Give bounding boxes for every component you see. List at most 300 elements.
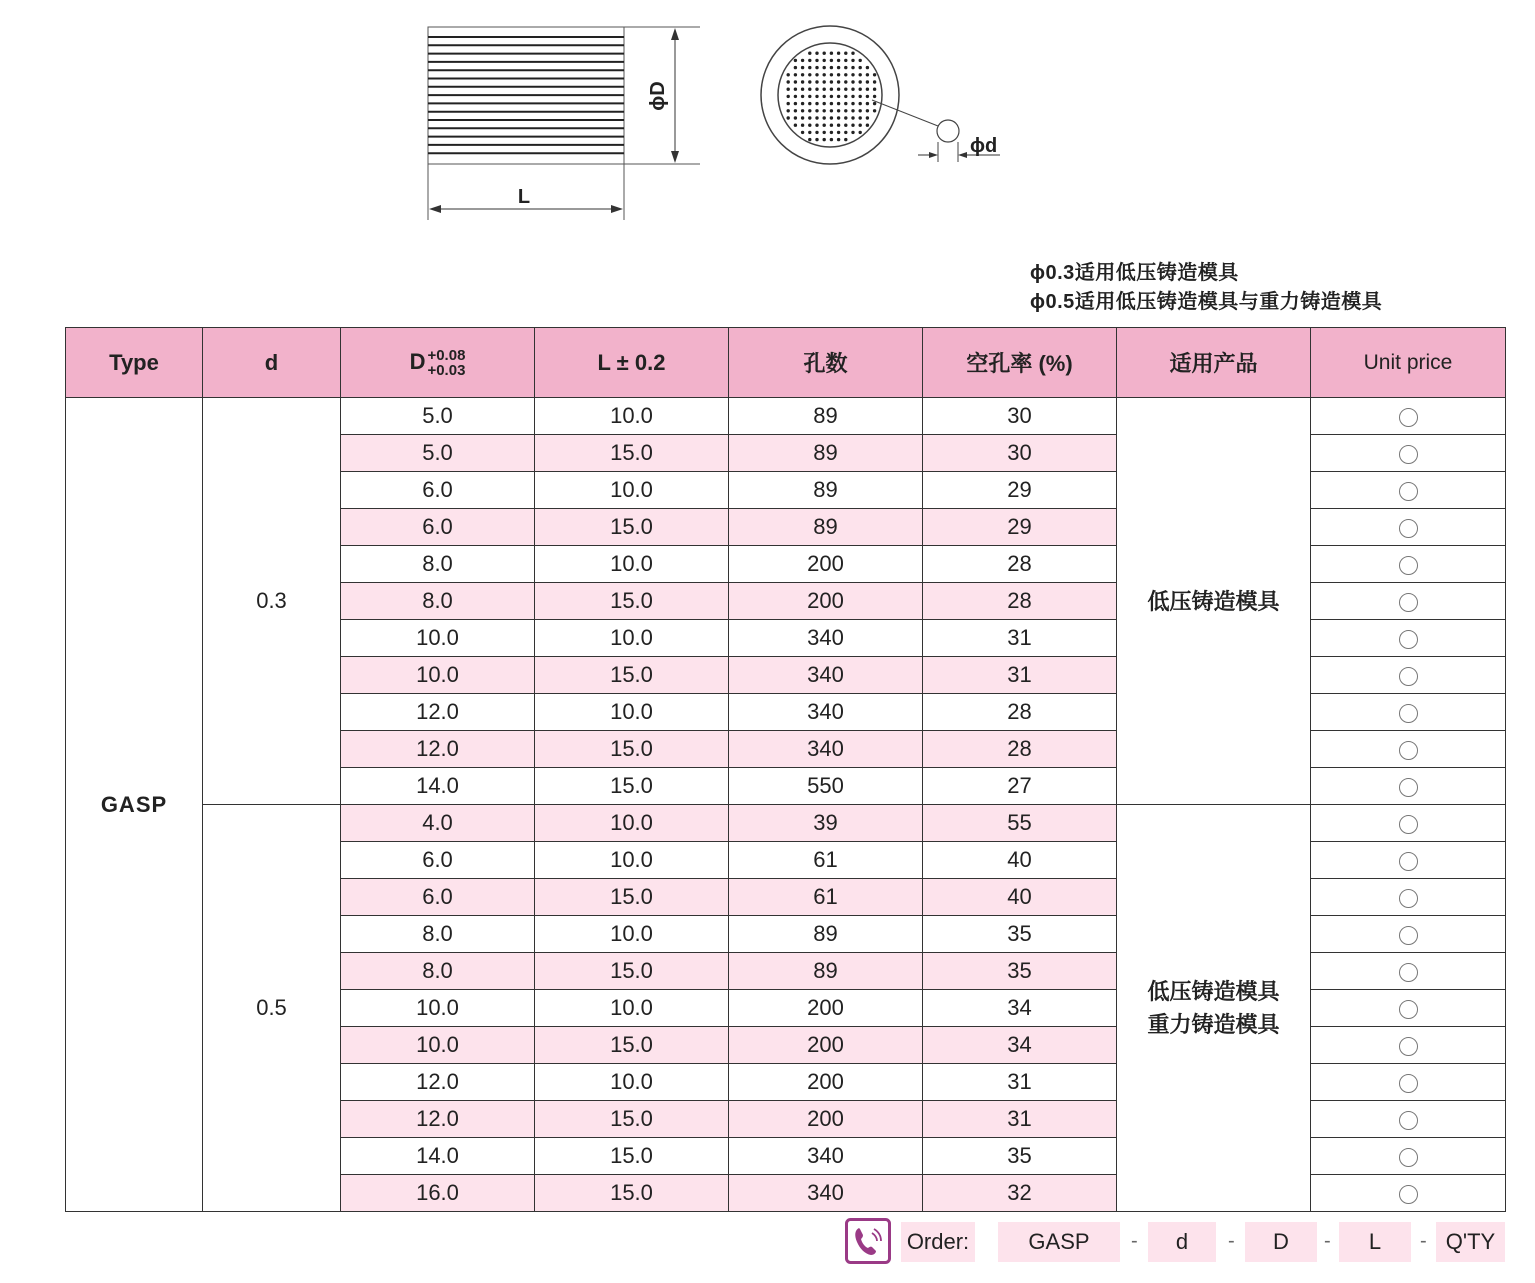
cell-D: 5.0 (341, 398, 535, 435)
cell-holes: 340 (729, 731, 923, 768)
cell-holes: 200 (729, 990, 923, 1027)
circle-icon (1399, 1000, 1418, 1019)
header-porosity: 空孔率 (%) (923, 328, 1117, 398)
hole-dot (823, 131, 826, 134)
hole-dot (844, 95, 847, 98)
hole-dot (859, 66, 862, 69)
order-separator: - (1131, 1230, 1138, 1252)
hole-dot (830, 88, 833, 91)
product-cell (1117, 398, 1311, 805)
hole-dot (844, 138, 847, 141)
hole-dot (844, 109, 847, 112)
hole-dot (866, 102, 869, 105)
hole-dot (859, 116, 862, 119)
unit-price-cell (1311, 842, 1506, 879)
hole-dot (844, 80, 847, 83)
cell-L: 15.0 (535, 657, 729, 694)
hole-dot (866, 95, 869, 98)
hole-dot (837, 88, 840, 91)
unit-price-cell (1311, 1064, 1506, 1101)
order-separator: - (1420, 1230, 1427, 1252)
hole-dot (808, 73, 811, 76)
hole-dot (859, 102, 862, 105)
cell-D: 14.0 (341, 768, 535, 805)
unit-price-cell (1311, 1138, 1506, 1175)
cell-D: 12.0 (341, 1101, 535, 1138)
cell-D: 12.0 (341, 731, 535, 768)
hole-dot (808, 138, 811, 141)
hole-dot (787, 95, 790, 98)
header-price: Unit price (1311, 328, 1506, 398)
hole-dot (837, 109, 840, 112)
circle-icon (1399, 667, 1418, 686)
hole-dot (808, 59, 811, 62)
circle-icon (1399, 1148, 1418, 1167)
cell-holes: 89 (729, 509, 923, 546)
cell-porosity: 31 (923, 1064, 1117, 1101)
cell-holes: 89 (729, 472, 923, 509)
hole-dot (859, 95, 862, 98)
cell-porosity: 28 (923, 694, 1117, 731)
product-line: 低压铸造模具 (1147, 979, 1280, 1004)
order-separator: - (1228, 1230, 1235, 1252)
cell-L: 10.0 (535, 472, 729, 509)
cell-L: 15.0 (535, 768, 729, 805)
hole-dot (859, 88, 862, 91)
cell-porosity: 29 (923, 509, 1117, 546)
hole-dot (787, 102, 790, 105)
unit-price-cell (1311, 916, 1506, 953)
hole-dot (787, 80, 790, 83)
cell-porosity: 31 (923, 620, 1117, 657)
table-row (66, 805, 1506, 842)
circle-icon (1399, 889, 1418, 908)
hole-dot (787, 116, 790, 119)
unit-price-cell (1311, 879, 1506, 916)
hole-dot (808, 80, 811, 83)
order-field-type: GASP (998, 1222, 1120, 1262)
hole-dot (873, 109, 876, 112)
hole-dot (815, 59, 818, 62)
hole-dot (823, 124, 826, 127)
unit-price-cell (1311, 398, 1506, 435)
unit-price-cell (1311, 620, 1506, 657)
hole-dot (851, 109, 854, 112)
hole-dot (815, 52, 818, 55)
order-code-bar (845, 1218, 1505, 1266)
cell-porosity: 29 (923, 472, 1117, 509)
header-D-main: D (409, 348, 426, 374)
unit-price-cell (1311, 768, 1506, 805)
cell-L: 10.0 (535, 546, 729, 583)
hole-dot (859, 73, 862, 76)
cell-D: 6.0 (341, 509, 535, 546)
cell-holes: 61 (729, 842, 923, 879)
hole-dot (830, 66, 833, 69)
hole-dot (866, 88, 869, 91)
header-type: Type (66, 328, 203, 398)
unit-price-cell (1311, 583, 1506, 620)
hole-dot (830, 80, 833, 83)
tol-upper: +0.08 (427, 346, 466, 364)
hole-dot (873, 88, 876, 91)
circle-icon (1399, 1111, 1418, 1130)
unit-price-cell (1311, 990, 1506, 1027)
cell-L: 10.0 (535, 694, 729, 731)
cell-D: 6.0 (341, 879, 535, 916)
hole-dot (815, 109, 818, 112)
cell-holes: 200 (729, 1027, 923, 1064)
hole-dot (823, 66, 826, 69)
hole-dot (830, 102, 833, 105)
hole-dot (808, 102, 811, 105)
circle-icon (1399, 1185, 1418, 1204)
hole-dot (844, 73, 847, 76)
circle-icon (1399, 630, 1418, 649)
cell-holes: 200 (729, 583, 923, 620)
note-05: ϕ0.5适用低压铸造模具与重力铸造模具 (1030, 291, 1383, 313)
hole-dot (794, 80, 797, 83)
cell-D: 14.0 (341, 1138, 535, 1175)
label-D: ϕD (647, 81, 669, 111)
circle-icon (1399, 556, 1418, 575)
cell-porosity: 31 (923, 1101, 1117, 1138)
hole-dot (830, 52, 833, 55)
hole-dot (837, 124, 840, 127)
hole-dot (866, 80, 869, 83)
circle-icon (1399, 445, 1418, 464)
hole-dot (794, 59, 797, 62)
hole-dot (823, 80, 826, 83)
cell-L: 15.0 (535, 879, 729, 916)
cell-porosity: 27 (923, 768, 1117, 805)
hole-dot (815, 88, 818, 91)
type-cell: GASP (66, 398, 203, 1212)
cell-D: 6.0 (341, 472, 535, 509)
hole-dot (801, 116, 804, 119)
unit-price-cell (1311, 731, 1506, 768)
cell-D: 8.0 (341, 953, 535, 990)
hole-dot (787, 88, 790, 91)
hole-dot (866, 116, 869, 119)
hole-dot (801, 124, 804, 127)
hole-dot (859, 109, 862, 112)
unit-price-cell (1311, 657, 1506, 694)
hole-dot (851, 52, 854, 55)
unit-price-cell (1311, 805, 1506, 842)
cell-holes: 340 (729, 620, 923, 657)
cell-holes: 89 (729, 916, 923, 953)
order-field-D: D (1245, 1222, 1317, 1262)
hole-dot (815, 66, 818, 69)
cell-holes: 550 (729, 768, 923, 805)
hole-dot (844, 66, 847, 69)
unit-price-cell (1311, 1101, 1506, 1138)
circle-icon (1399, 704, 1418, 723)
cell-holes: 89 (729, 953, 923, 990)
hole-dot (823, 73, 826, 76)
order-field-qty: Q'TY (1436, 1222, 1505, 1262)
cell-L: 15.0 (535, 435, 729, 472)
hole-dot (823, 59, 826, 62)
cell-holes: 89 (729, 435, 923, 472)
header-L: L ± 0.2 (535, 328, 729, 398)
cell-L: 15.0 (535, 731, 729, 768)
hole-dot (851, 88, 854, 91)
cell-porosity: 55 (923, 805, 1117, 842)
hole-dot (830, 59, 833, 62)
hole-dot (837, 73, 840, 76)
hole-dot (801, 102, 804, 105)
table-header-row (66, 328, 1506, 398)
hole-dot (808, 116, 811, 119)
cell-L: 10.0 (535, 842, 729, 879)
header-product: 适用产品 (1117, 328, 1311, 398)
cell-porosity: 35 (923, 916, 1117, 953)
hole-dot (794, 88, 797, 91)
hole-dot (837, 131, 840, 134)
tol-lower: +0.03 (427, 361, 466, 379)
unit-price-cell (1311, 546, 1506, 583)
unit-price-cell (1311, 1175, 1506, 1212)
order-field-d: d (1148, 1222, 1216, 1262)
hole-dot (823, 52, 826, 55)
hole-dot (837, 138, 840, 141)
circle-icon (1399, 815, 1418, 834)
hole-dot (815, 116, 818, 119)
cell-D: 12.0 (341, 694, 535, 731)
circle-icon (1399, 593, 1418, 612)
hole-dot (844, 102, 847, 105)
unit-price-cell (1311, 1027, 1506, 1064)
hole-dot (808, 124, 811, 127)
cell-porosity: 35 (923, 953, 1117, 990)
cell-D: 10.0 (341, 990, 535, 1027)
product-cell (1117, 805, 1311, 1212)
cell-holes: 340 (729, 1175, 923, 1212)
hole-dot (844, 116, 847, 119)
cell-porosity: 40 (923, 879, 1117, 916)
cell-D: 8.0 (341, 546, 535, 583)
hole-dot (815, 95, 818, 98)
hole-dot (808, 66, 811, 69)
circle-icon (1399, 852, 1418, 871)
cell-porosity: 28 (923, 546, 1117, 583)
cell-holes: 200 (729, 1101, 923, 1138)
cell-holes: 340 (729, 1138, 923, 1175)
hole-dot (844, 59, 847, 62)
cell-porosity: 30 (923, 435, 1117, 472)
hole-dot (794, 124, 797, 127)
cell-L: 15.0 (535, 583, 729, 620)
cell-L: 15.0 (535, 509, 729, 546)
header-D (341, 328, 535, 398)
hole-dot (837, 116, 840, 119)
hole-dot (794, 95, 797, 98)
cell-porosity: 31 (923, 657, 1117, 694)
hole-dot (851, 95, 854, 98)
circle-icon (1399, 926, 1418, 945)
product-diagram (0, 0, 1535, 320)
hole-dot (837, 80, 840, 83)
cell-porosity: 34 (923, 1027, 1117, 1064)
unit-price-cell (1311, 509, 1506, 546)
phone-icon (845, 1218, 891, 1264)
cell-L: 15.0 (535, 1101, 729, 1138)
hole-dot (830, 95, 833, 98)
hole-dot (837, 102, 840, 105)
circle-icon (1399, 963, 1418, 982)
cell-D: 10.0 (341, 657, 535, 694)
hole-dot (837, 52, 840, 55)
hole-dot (866, 109, 869, 112)
hole-dot (830, 124, 833, 127)
hole-dot (801, 95, 804, 98)
header-D-tolerance (427, 348, 465, 378)
cell-porosity: 40 (923, 842, 1117, 879)
cell-holes: 200 (729, 1064, 923, 1101)
hole-dot (830, 116, 833, 119)
cell-holes: 61 (729, 879, 923, 916)
hole-dot (837, 59, 840, 62)
cell-L: 10.0 (535, 620, 729, 657)
order-separator: - (1324, 1230, 1331, 1252)
hole-dot (873, 73, 876, 76)
hole-dot (794, 66, 797, 69)
side-view (428, 27, 700, 220)
hole-dot (851, 59, 854, 62)
circle-icon (1399, 778, 1418, 797)
hole-dot (851, 66, 854, 69)
cell-D: 8.0 (341, 916, 535, 953)
cell-porosity: 34 (923, 990, 1117, 1027)
hole-dot (823, 116, 826, 119)
hole-dot (801, 131, 804, 134)
hole-dot (801, 109, 804, 112)
hole-dot (859, 59, 862, 62)
unit-price-cell (1311, 694, 1506, 731)
spec-table (65, 327, 1506, 1212)
hole-dot (830, 131, 833, 134)
hole-dot (808, 109, 811, 112)
cell-holes: 39 (729, 805, 923, 842)
unit-price-cell (1311, 472, 1506, 509)
note-03: ϕ0.3适用低压铸造模具 (1030, 262, 1239, 284)
hole-dot (830, 109, 833, 112)
cell-holes: 89 (729, 398, 923, 435)
hole-dot (801, 80, 804, 83)
hole-dot (830, 138, 833, 141)
header-d: d (203, 328, 341, 398)
cell-holes: 200 (729, 546, 923, 583)
hole-dot (815, 131, 818, 134)
hole-dot (837, 95, 840, 98)
cell-D: 4.0 (341, 805, 535, 842)
cell-porosity: 28 (923, 583, 1117, 620)
hole-dot (851, 124, 854, 127)
cell-porosity: 32 (923, 1175, 1117, 1212)
hole-dot (801, 59, 804, 62)
hole-dot (844, 131, 847, 134)
hole-dot (859, 131, 862, 134)
hole-dot (873, 80, 876, 83)
hole-dot (801, 73, 804, 76)
header-holes: 孔数 (729, 328, 923, 398)
hole-dot (844, 124, 847, 127)
cell-D: 10.0 (341, 1027, 535, 1064)
hole-dot (823, 138, 826, 141)
hole-dot (794, 73, 797, 76)
hole-dot (866, 73, 869, 76)
hole-dot (851, 80, 854, 83)
unit-price-cell (1311, 953, 1506, 990)
cell-L: 15.0 (535, 1138, 729, 1175)
cell-porosity: 28 (923, 731, 1117, 768)
hole-dot (851, 73, 854, 76)
cell-L: 10.0 (535, 805, 729, 842)
hole-dot (787, 109, 790, 112)
hole-dot (830, 73, 833, 76)
label-d: ϕd (970, 135, 998, 157)
circle-icon (1399, 519, 1418, 538)
cell-L: 15.0 (535, 1027, 729, 1064)
cell-holes: 340 (729, 694, 923, 731)
cell-L: 10.0 (535, 990, 729, 1027)
hole-dot (859, 80, 862, 83)
hole-dot (815, 138, 818, 141)
cell-L: 15.0 (535, 1175, 729, 1212)
circle-icon (1399, 741, 1418, 760)
hole-dot (787, 73, 790, 76)
hole-dot (844, 52, 847, 55)
circle-icon (1399, 1037, 1418, 1056)
circle-icon (1399, 482, 1418, 501)
cell-D: 8.0 (341, 583, 535, 620)
label-L: L (517, 186, 531, 208)
hole-dot (823, 102, 826, 105)
cell-D: 16.0 (341, 1175, 535, 1212)
product-line: 低压铸造模具 (1147, 588, 1280, 614)
hole-dot (866, 124, 869, 127)
hole-dot (837, 66, 840, 69)
cell-D: 12.0 (341, 1064, 535, 1101)
hole-dot (794, 102, 797, 105)
hole-dot (851, 102, 854, 105)
cell-L: 15.0 (535, 953, 729, 990)
hole-dot (844, 88, 847, 91)
hole-dot (823, 95, 826, 98)
order-field-L: L (1339, 1222, 1411, 1262)
hole-dot (801, 66, 804, 69)
hole-dot (866, 66, 869, 69)
hole-dot (823, 88, 826, 91)
hole-dot (873, 102, 876, 105)
cell-D: 6.0 (341, 842, 535, 879)
hole-dot (808, 52, 811, 55)
circle-icon (1399, 1074, 1418, 1093)
hole-dot (801, 88, 804, 91)
unit-price-cell (1311, 435, 1506, 472)
hole-dot (815, 124, 818, 127)
hole-dot (794, 109, 797, 112)
cell-L: 10.0 (535, 398, 729, 435)
hole-dot (808, 88, 811, 91)
product-line: 重力铸造模具 (1147, 1012, 1280, 1037)
cell-D: 10.0 (341, 620, 535, 657)
cell-porosity: 30 (923, 398, 1117, 435)
circle-icon (1399, 408, 1418, 427)
hole-dot (815, 73, 818, 76)
